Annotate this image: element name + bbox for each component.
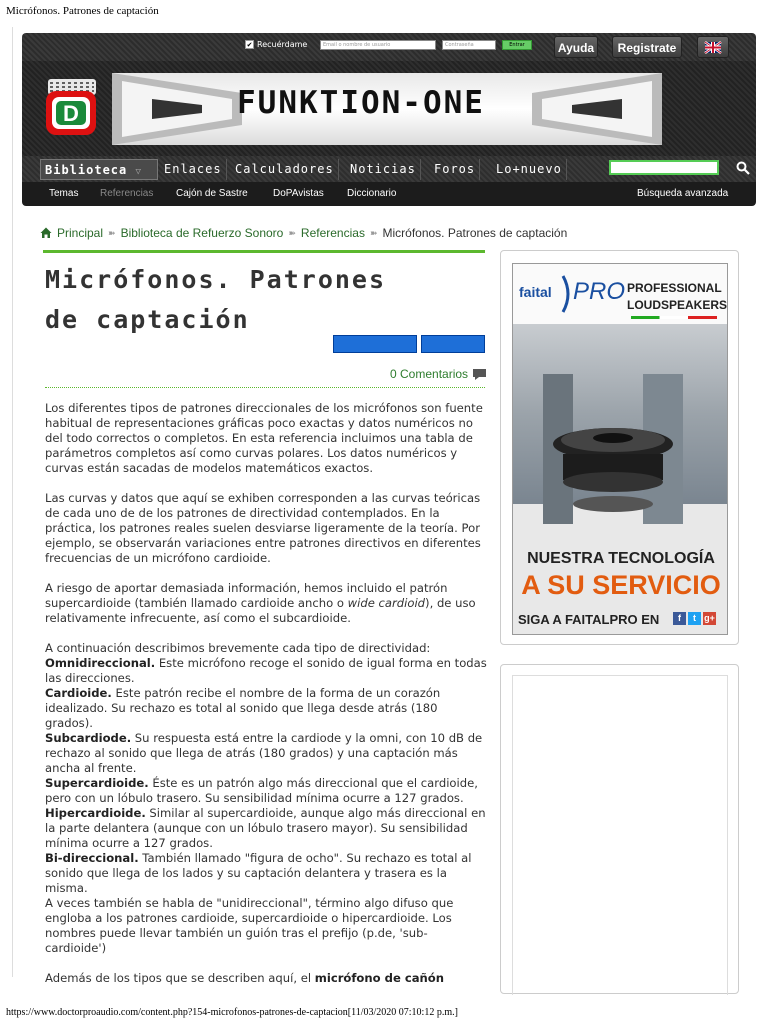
password-input[interactable]: Contraseña	[442, 40, 496, 50]
dotted-divider	[45, 387, 485, 388]
login-button[interactable]: Entrar	[502, 40, 532, 50]
sidebar-empty-box	[500, 664, 739, 994]
speaker-horn-right-icon	[512, 73, 662, 145]
nav-item-enlaces[interactable]: Enlaces	[160, 159, 227, 180]
ad-line-3: SIGA A FAITALPRO EN	[518, 612, 660, 627]
google-plus-icon[interactable]: g+	[704, 613, 715, 623]
chevron-down-icon: ▽	[135, 167, 142, 177]
home-icon[interactable]	[40, 227, 52, 239]
site-banner	[22, 61, 756, 156]
uk-flag-icon[interactable]	[697, 36, 729, 58]
nav-item-calculadores[interactable]: Calculadores	[231, 159, 339, 180]
breadcrumb	[40, 226, 567, 240]
breadcrumb-current: Micrófonos. Patrones de captación	[382, 226, 568, 240]
main-nav	[22, 156, 756, 182]
comment-icon	[473, 369, 486, 380]
ad-brand: faital	[519, 284, 552, 300]
article-body	[45, 401, 487, 1001]
breadcrumb-referencias[interactable]: Referencias	[300, 226, 365, 240]
site-logo-icon[interactable]	[42, 77, 100, 137]
nav-item-lo-nuevo[interactable]: Lo+nuevo	[492, 159, 567, 180]
top-bar	[22, 33, 756, 61]
share-button-1[interactable]	[333, 335, 417, 353]
search-icon[interactable]	[736, 161, 750, 175]
nav-item-noticias[interactable]: Noticias	[346, 159, 421, 180]
article-title: Micrófonos. Patrones de captación	[45, 265, 387, 334]
paragraph: A riesgo de aportar demasiada información, hemos incluido el patrón supercardioide (también llamado cardioide ancho o wide cardioid), de uso relativamente infrecuente, así como el subcardioide.	[45, 581, 476, 625]
ad-brand-pro: PRO	[573, 278, 626, 305]
search-input[interactable]	[609, 160, 719, 175]
ad-headline: PROFESSIONAL LOUDSPEAKERS	[627, 281, 728, 312]
facebook-icon[interactable]: f	[673, 612, 686, 625]
sidebar-ad-box	[500, 250, 739, 645]
loudspeaker-icon	[543, 374, 703, 524]
comments-count: 0 Comentarios	[390, 367, 469, 381]
remember-me[interactable]	[245, 40, 307, 49]
subnav-item-dopavistas[interactable]: DoPAvistas	[273, 188, 324, 199]
breadcrumb-biblioteca[interactable]: Biblioteca de Refuerzo Sonoro	[120, 226, 284, 240]
svg-text:D: D	[63, 101, 79, 126]
paragraph: Los diferentes tipos de patrones direccionales de los micrófonos son fuente habitual de representaciones gráficas poco exactas y datos numéricos no del todo correctos o completos. En esta referencia incluimos una tabla de parámetros completos así como curvas polares. Los datos numéricos y curvas están sacadas de modelos matemáticos exactos.	[45, 401, 483, 475]
sidebar-empty-panel	[512, 675, 728, 995]
share-button-2[interactable]	[421, 335, 485, 353]
breadcrumb-principal[interactable]: Principal	[57, 226, 104, 240]
username-input[interactable]: Email o nombre de usuario	[320, 40, 436, 50]
subnav-item-diccionario[interactable]: Diccionario	[347, 188, 397, 199]
subnav-item-referencias[interactable]: Referencias	[100, 188, 154, 199]
ad-logo-arc-icon	[561, 274, 573, 314]
advanced-search-link[interactable]: Búsqueda avanzada	[637, 188, 729, 199]
nav-item-biblioteca[interactable]	[40, 159, 158, 180]
ad-line-2: A SU SERVICIO	[521, 570, 721, 600]
print-header: Micrófonos. Patrones de captación	[6, 5, 159, 17]
sub-nav	[22, 182, 756, 206]
comments-link[interactable]	[390, 367, 486, 381]
twitter-icon[interactable]: t	[688, 612, 701, 625]
paragraph: Las curvas y datos que aquí se exhiben corresponden a las curvas teóricas de cada uno de de los patrones de directividad contemplados. En la práctica, los patrones reales suelen desviarse ligeramente de la teoría. Por ejemplo, se observarán variaciones entre patrones directivos en diferentes frecuencias de un micrófono cardioide.	[45, 491, 481, 565]
register-button[interactable]: Registrate	[612, 36, 682, 58]
subnav-item-cajon[interactable]: Cajón de Sastre	[176, 188, 248, 199]
ad-line-1: NUESTRA TECNOLOGÍA	[527, 550, 715, 567]
breadcrumb-separator-icon: ➽	[288, 227, 296, 238]
nav-label: Biblioteca	[45, 163, 128, 177]
banner-title: FUNKTION-ONE	[237, 85, 485, 121]
breadcrumb-separator-icon: ➽	[369, 227, 378, 238]
breadcrumb-separator-icon: ➽	[108, 227, 116, 238]
paragraph: Además de los tipos que se describen aquí, el micrófono de cañón	[45, 971, 445, 985]
nav-item-foros[interactable]: Foros	[430, 159, 480, 180]
help-button[interactable]: Ayuda	[554, 36, 598, 58]
remember-label: Recuérdame	[257, 40, 308, 49]
directivity-list: A continuación describimos brevemente cada tipo de directividad: Omnidireccional. Este micrófono recoge el sonido de igual forma en todas las direcciones. Cardioide. Este patrón recibe el nombre de la forma de un corazón idealizado. Su rechazo es total al sonido que llega desde atrás (180 grados). Subcardiode. Su respuesta está entre la cardiode y la omni, con 10 dB de rechazo al sonido que llega de atrás (180 grados) y una captación más ancha al frente. Supercardioide. Éste es un patrón algo más direccional que el cardioide, pero con un lóbulo trasero. Su sensibilidad mínima ocurre a 127 grados. Hipercardioide. Similar al supercardioide, aunque algo más direccional en la parte delantera (aunque con un lóbulo trasero mayor). Su sensibilidad mínima ocurre a 127 grados. Bi-direccional. También llamado "figura de ocho". Su rechazo es total al sonido que llega de los lados y su captación delantera y trasera es la misma. A veces también se habla de "unidireccional", término algo difuso que engloba a los patrones cardioide, supercardioide o hipercardioide. Los nombres puede llevar también un guión tras el prefijo (p.de, 'sub-cardioide')	[45, 641, 487, 955]
subnav-item-temas[interactable]: Temas	[49, 188, 79, 199]
title-divider	[43, 250, 485, 253]
remember-checkbox[interactable]: ✔	[246, 41, 253, 49]
faitalpro-ad[interactable]	[512, 263, 728, 635]
print-footer: https://www.doctorproaudio.com/content.php?154-microfonos-patrones-de-captacion[11/03/2020 07:10:12 p.m.]	[6, 1007, 458, 1018]
ad-italian-stripe	[631, 316, 717, 319]
